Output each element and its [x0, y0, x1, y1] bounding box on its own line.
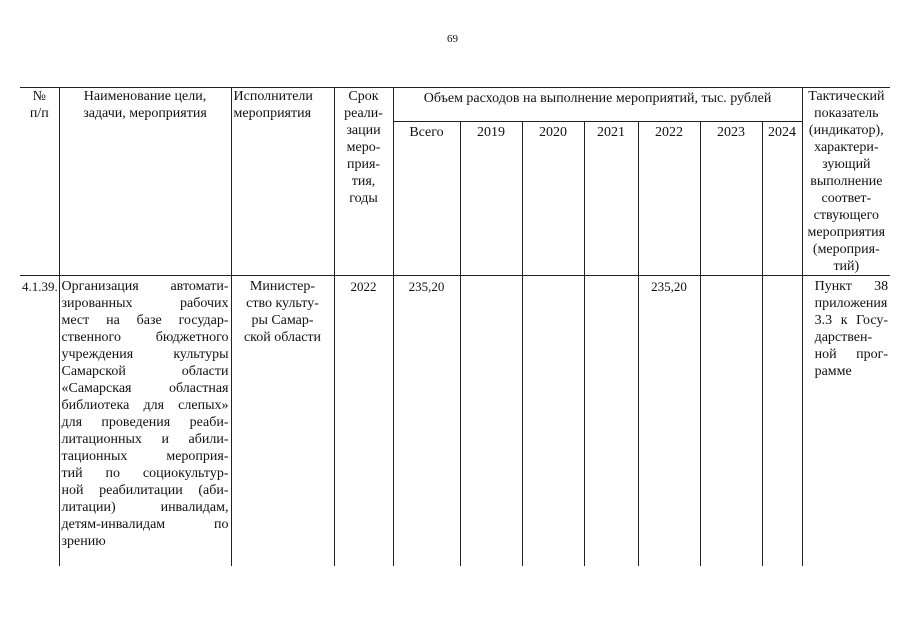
header-year-2024	[762, 121, 802, 275]
row-indicator	[802, 276, 890, 566]
row-indicator-line: рамме	[814, 364, 852, 379]
row-2024	[762, 276, 802, 566]
row-number-value: 4.1.39.	[22, 279, 58, 294]
row-term-value: 2022	[350, 279, 377, 294]
row-2022-value: 235,20	[651, 279, 687, 294]
header-name-label: Наименование цели, задачи, мероприятия	[83, 89, 207, 121]
header-indicator-label: Тактический показатель (индикатор), характери- зующий выполнение соответ- ствующего мероприятия (мероприя- тий)	[807, 89, 886, 274]
row-name-line: «Самарская областная	[61, 381, 229, 396]
row-name-line: ственного бюджетного	[61, 330, 229, 345]
row-number	[20, 276, 59, 566]
row-name-line: мест на базе государ-	[61, 313, 229, 328]
row-name-line: литации) инвалидам,	[61, 500, 229, 515]
row-2023	[700, 276, 762, 566]
header-year-2020	[522, 121, 584, 275]
header-year-label: 2023	[717, 124, 745, 140]
header-term-label: Срок реали- зации меро- прия- тия, годы	[344, 89, 383, 206]
header-year-2019	[460, 121, 522, 275]
row-indicator-line: 3.3 к Госу-	[814, 313, 889, 328]
header-year-label: 2021	[597, 124, 625, 140]
row-name-line: зрению	[61, 534, 106, 549]
header-year-label: 2022	[655, 124, 683, 140]
row-name-line: ной реабилитации (аби-	[61, 483, 229, 498]
header-executor-label: Исполнители мероприятия	[233, 89, 313, 121]
row-name-line: детям-инвалидам по	[61, 517, 229, 532]
header-total-label: Всего	[409, 124, 444, 140]
page-number: 69	[447, 33, 458, 45]
header-term	[334, 88, 393, 276]
row-2020	[522, 276, 584, 566]
row-indicator-line: дарствен-	[814, 330, 873, 345]
header-volume	[393, 88, 802, 122]
row-name-line: Самарской области	[61, 364, 229, 379]
row-indicator-line: Пункт 38	[814, 279, 889, 294]
row-executor-value: Министер- ство культу- ры Самар- ской области	[243, 279, 322, 345]
header-year-label: 2020	[539, 124, 567, 140]
row-name-line: для проведения реаби-	[61, 415, 229, 430]
row-total	[393, 276, 460, 566]
row-name-line: Организация автомати-	[61, 279, 229, 294]
header-name	[59, 88, 231, 276]
header-year-label: 2019	[477, 124, 505, 140]
row-name-line: тий по социокультур-	[61, 466, 229, 481]
header-number	[20, 88, 59, 276]
row-name-line: библиотека для слепых»	[61, 398, 229, 413]
header-number-label: № п/п	[29, 89, 49, 121]
header-year-2023	[700, 121, 762, 275]
header-year-2022	[638, 121, 700, 275]
row-2019	[460, 276, 522, 566]
row-name-line: зированных рабочих	[61, 296, 229, 311]
row-name-line: тационных мероприя-	[61, 449, 229, 464]
program-activities-table	[20, 87, 890, 566]
header-indicator	[802, 88, 890, 276]
table-row	[20, 276, 890, 566]
row-executor	[231, 276, 334, 566]
row-name-line: литационных и абили-	[61, 432, 229, 447]
row-name	[59, 276, 231, 566]
header-year-label: 2024	[768, 124, 797, 140]
row-2022	[638, 276, 700, 566]
header-executor	[231, 88, 334, 276]
row-term	[334, 276, 393, 566]
header-volume-label: Объем расходов на выполнение мероприятий, тыс. рублей	[423, 91, 772, 106]
row-indicator-line: ной прог-	[814, 347, 889, 362]
row-2021	[584, 276, 638, 566]
header-year-2021	[584, 121, 638, 275]
row-total-value: 235,20	[408, 279, 445, 294]
row-name-line: учреждения культуры	[61, 347, 229, 362]
row-indicator-line: приложения	[814, 296, 888, 311]
header-total	[393, 121, 460, 275]
